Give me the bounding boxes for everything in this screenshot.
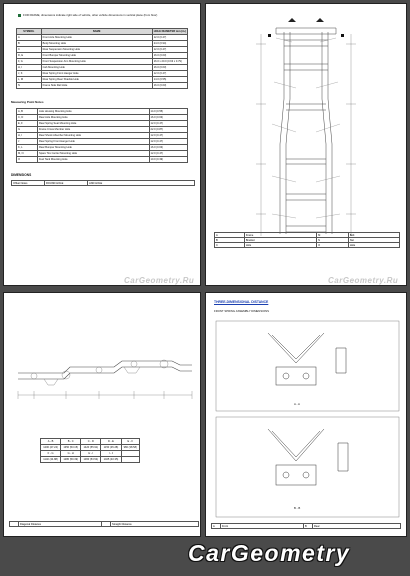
table-cell: Rear Axle Mounting Hole	[37, 115, 149, 121]
table-cell: O	[17, 157, 38, 163]
footer-table	[11, 180, 195, 186]
table-cell: B	[17, 41, 42, 47]
table-cell: 14.0 (0.55)	[152, 77, 187, 83]
table-cell: E, F	[17, 121, 38, 127]
table-cell: 12.0 (0.47)	[152, 71, 187, 77]
page3-footer-table	[9, 521, 199, 527]
table-row	[17, 83, 188, 89]
table-cell: Hole	[348, 243, 399, 248]
table-cell: M	[317, 233, 349, 238]
table-cell: 1420 (55.91)	[81, 445, 101, 451]
table-cell: 22.0 (0.87)	[149, 127, 187, 133]
watermark: CarGeometry.Ru	[124, 276, 195, 285]
table-row	[17, 157, 188, 163]
col-header: NAME	[41, 29, 152, 35]
table-cell: Front Suspension Arm Mounting Hole	[41, 59, 152, 65]
manual-page-3	[3, 292, 201, 537]
table-cell: 16.0 (0.63)	[152, 53, 187, 59]
table-cell: Rear Suspension Mounting Hole	[41, 47, 152, 53]
table-cell: J, K	[17, 71, 42, 77]
table-cell: Frame Cross Member Hole	[37, 127, 149, 133]
table-cell: 12.0 (0.47)	[152, 47, 187, 53]
table-cell: I - J	[101, 451, 121, 457]
table-cell: H, I	[17, 65, 42, 71]
footer-cell: Offset Notes	[12, 181, 45, 186]
table-cell: 1360 (53.54)	[81, 457, 101, 463]
footer-cell: B	[304, 524, 313, 529]
watermark-logo: CarGeometry	[188, 540, 351, 566]
distance-table	[40, 438, 140, 463]
table-cell: K, L	[17, 145, 38, 151]
table-cell: 12.0 (0.47)	[149, 151, 187, 157]
section-label: B - B	[294, 506, 301, 510]
footer-label: DIMENSIONS	[11, 173, 32, 177]
table-cell: Rear Spring Seat Mounting Hole	[37, 121, 149, 127]
table-cell: C	[17, 47, 42, 53]
table-cell: 12.0 (0.47)	[152, 35, 187, 41]
table-cell: 1350 (53.15)	[61, 445, 81, 451]
table-cell: Rear Spring Front Hanger Hole	[41, 71, 152, 77]
footer-cell: A	[212, 524, 221, 529]
suspension-diagrams	[206, 293, 407, 537]
table-cell: G - H	[61, 451, 81, 457]
table-cell: B	[215, 238, 245, 243]
table-cell: 10.0 (0.39)	[149, 157, 187, 163]
table-row	[215, 243, 400, 248]
table-cell: 1150 (45.28)	[101, 445, 121, 451]
table-cell: Front Axle Mounting Hole	[41, 35, 152, 41]
table-cell: C - D	[81, 439, 101, 445]
table-cell: 16.0 (0.63)	[149, 115, 187, 121]
table-cell: O	[317, 243, 349, 248]
table-cell: Bolt	[348, 233, 399, 238]
footer-cell	[102, 522, 111, 527]
table-cell: C	[215, 243, 245, 248]
table-cell: Hole	[244, 243, 316, 248]
table-cell: Bracket	[244, 238, 316, 243]
table-cell: Spare Tire Carrier Mounting Hole	[37, 151, 149, 157]
watermark: CarGeometry.Ru	[328, 276, 399, 285]
table-cell: 12.0 (0.47)	[149, 139, 187, 145]
page4-subtitle: FRONT SPRING ASSEMBLY DIMENSIONS	[214, 309, 270, 313]
table-cell: 24.0 (0.94)	[152, 41, 187, 47]
table-cell: E - F	[121, 439, 140, 445]
table-cell: B - C	[61, 439, 81, 445]
table-cell: Frame Side Rail Hole	[41, 83, 152, 89]
manual-page-1	[3, 3, 201, 286]
table-cell: C, D	[17, 115, 38, 121]
table-cell: 1280 (50.39)	[61, 457, 81, 463]
table-cell: N	[317, 238, 349, 243]
table-cell: 1025 (40.35)	[101, 457, 121, 463]
table-cell: 16.0 (0.63)	[152, 83, 187, 89]
table-cell: Rear Spring Rear Shackle Hole	[41, 77, 152, 83]
table-cell: Rear Spring Front Hanger Hole	[37, 139, 149, 145]
table-cell: 16.0 x 20.0 (0.63 x 0.79)	[152, 59, 187, 65]
footer-cell: Front	[221, 524, 304, 529]
col-header: SYMBOL	[17, 29, 42, 35]
page4-title[interactable]: THREE-DIMENSIONAL DISTANCE	[214, 300, 269, 304]
table-cell: 980 (38.58)	[121, 445, 140, 451]
table-cell: Axle Housing Mounting Hole	[37, 109, 149, 115]
page2-footer-table	[214, 232, 400, 248]
footer-cell: Diagonal Distance	[19, 522, 102, 527]
table-cell: A, B	[17, 109, 38, 115]
bullet-icon	[18, 14, 21, 17]
table-cell: 12.0 (0.47)	[149, 133, 187, 139]
table-cell: Body Mounting Hole	[41, 41, 152, 47]
section-label: A - A	[294, 402, 300, 406]
table-cell: D - E	[101, 439, 121, 445]
measure-table	[16, 108, 188, 163]
table-cell: A	[215, 233, 245, 238]
table-cell: J	[17, 139, 38, 145]
footer-cell: Straight Distance	[111, 522, 199, 527]
footer-cell: Rear	[313, 524, 401, 529]
table-cell: 16.0 (0.63)	[149, 145, 187, 151]
table-cell: Rear Bumper Mounting Hole	[37, 145, 149, 151]
frame-side-view-diagram	[4, 293, 201, 537]
footer-cell: AND HOLE	[88, 181, 195, 186]
col-header: HOLE DIAMETER mm (in.)	[153, 30, 186, 33]
table-cell: F - G	[41, 451, 61, 457]
table-cell: Rear Shock Absorber Mounting Hole	[37, 133, 149, 139]
table-cell: Cab Mounting Hole	[41, 65, 152, 71]
table-cell: 14.0 (0.55)	[149, 109, 187, 115]
table-cell: 1140 (44.88)	[41, 457, 61, 463]
table-cell: Fuel Tank Mounting Hole	[37, 157, 149, 163]
table-cell: N	[17, 83, 42, 89]
table-cell: 12.0 (0.47)	[149, 121, 187, 127]
hole-table	[16, 28, 188, 89]
page1-intro: FOR FRAME, dimensions indicate right side of vehicle, other vehicle dimensions in vertical plane (from floor)	[18, 14, 157, 17]
table-row	[41, 457, 140, 463]
table-cell	[121, 457, 140, 463]
table-cell: Front Bumper Mounting Hole	[41, 53, 152, 59]
table-cell: G	[17, 127, 38, 133]
manual-page-4	[205, 292, 407, 537]
table-cell: A - B	[41, 439, 61, 445]
table-cell: A	[17, 35, 42, 41]
table-cell: H, I	[17, 133, 38, 139]
table-cell: F, G	[17, 59, 42, 65]
table-cell: Frame	[244, 233, 316, 238]
footer-cell	[10, 522, 19, 527]
table-cell: M, N	[17, 151, 38, 157]
table-cell: L, M	[17, 77, 42, 83]
page4-footer-table	[211, 523, 401, 529]
table-cell: 16.0 (0.63)	[152, 65, 187, 71]
manual-page-2	[205, 3, 407, 286]
table-row	[41, 445, 140, 451]
section-title: Measuring Point Notes	[11, 100, 44, 104]
table-cell: D, E	[17, 53, 42, 59]
table-cell: 1200 (47.24)	[41, 445, 61, 451]
table-cell: H - I	[81, 451, 101, 457]
table-cell: Nut	[348, 238, 399, 243]
footer-cell: ROUND HOLE	[45, 181, 88, 186]
